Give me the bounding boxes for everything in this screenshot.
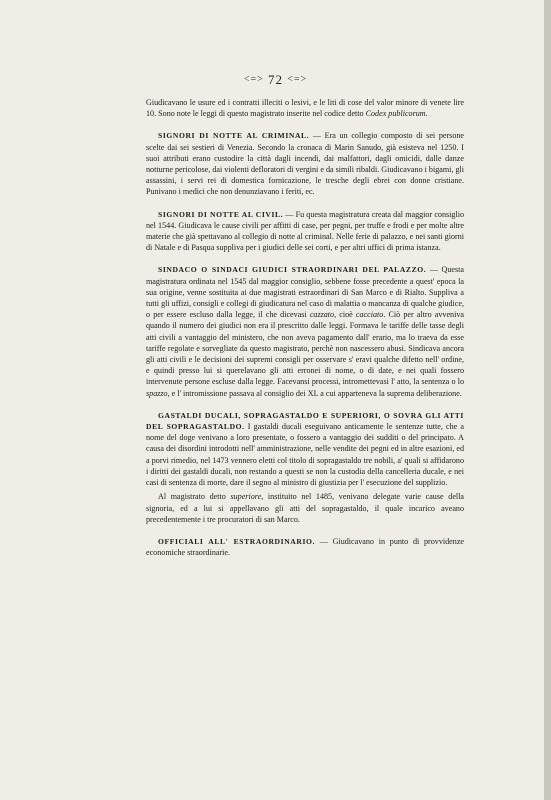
entry-heading: OFFICIALI ALL' ESTRAORDINARIO. bbox=[158, 536, 316, 546]
entry-officiali-estraordinario bbox=[146, 536, 464, 558]
entry-heading: SIGNORI DI NOTTE AL CIVIL. bbox=[158, 209, 284, 219]
page-number: 72 bbox=[268, 72, 283, 87]
ornament-right-icon: <=> bbox=[287, 74, 308, 85]
entry-text: — Questa magistratura ordinata nel 1545 dal maggior consiglio, sebbene fosse precedente a quest' epoca la sua origine, venne sostituita ai due magistrati estraordinari di San Marco e di Rialto. Suppliva a tutti gli uffizi, consigli e collegi di giudicatura nel caso di malattia o mancanza di qualche giudice, o per essere escluso dalla legge, il che dicevasi bbox=[146, 265, 464, 320]
intro-paragraph bbox=[146, 97, 464, 119]
intro-italic: Codex publicorum bbox=[365, 109, 426, 119]
entry-signori-notte-civil bbox=[146, 209, 464, 254]
entry-text: — Fu questa magistratura creata dal maggior consiglio nel 1544. Giudicava le cause civili per affitti di case, per pegni, per truffe e frodi e per molte altre materie che già spettavano al collegio di notte al criminal. Nelle ferie di palazzo, e nei santi giorni di Natale e di Pasqua suppliva per i giudici delle sei corti, e per altri uffici di prima istanza. bbox=[146, 209, 464, 253]
intro-text: Giudicavano le usure ed i contratti illeciti o lesivi, e le liti di cose del valor minore di venete lire 10. Sono note le leggi di questo magistrato inserite nel codice detto bbox=[146, 98, 464, 119]
entry-text: Al magistrato detto bbox=[158, 492, 231, 502]
entry-gastaldi-ducali bbox=[146, 410, 464, 488]
entry-sindaci-giudici bbox=[146, 264, 464, 398]
entry-text: I gastaldi ducali eseguivano anticamente le sentenze tutte, che a nome del doge venivano a loro presentate, o fossero a vantaggio dei sudditi o del principato. A causa dei disordini introdotti nell' amministrazione, nelle vendite dei pegni ed in altre esazioni, ed a porvi rimedio, nel 1473 vennero eletti col titolo di sopragastaldo tre nobili, a' quali si affidarono i diritti dei gastaldi ducali, non restando a questi se non la custodia della cancelleria ducale, e nei casi di sentenza di morte, dare il segno al ministro di giustizia per l' esecuzione del supplizio. bbox=[146, 422, 464, 488]
entry-text: — Giudicavano in punto di provvidenze economiche straordinarie. bbox=[146, 536, 465, 558]
entry-text: — Era un collegio composto di sei persone scelte dai sei sestieri di Venezia. Secondo la cronaca di Marin Sanudo, già esisteva nel 1250. I suoi attributi erano custodire la città dagli incendi, dai malfattori, dagli omicidi, dalle danze notturne pericolose, dai violenti defloratori di vergini e da simili ribaldi. Giudicavano i bigami, gli assassini, i servi rei di domestica fornicazione, le tresche degli ebrei con donne cristiane. Punivano i medici che non denunziavano i feriti, ec. bbox=[146, 131, 465, 197]
entry-italic: cacciato bbox=[355, 310, 384, 320]
page-header bbox=[0, 72, 551, 88]
entry-heading: SINDACO O SINDACI GIUDICI STRAORDINARI DEL PALAZZO. bbox=[158, 265, 427, 275]
entry-signori-notte-criminal bbox=[146, 130, 464, 197]
entry-heading: GASTALDI DUCALI, SOPRAGASTALDO E SUPERIORI, O SOVRA GLI ATTI DEL SOPRAGASTALDO. bbox=[146, 410, 464, 432]
entry-text: , cioè bbox=[334, 310, 356, 320]
ornament-left-icon: <=> bbox=[243, 74, 264, 85]
entry-text: , e l' intromissione passava al consiglio dei XL a cui apparteneva la suprema deliberazione. bbox=[167, 388, 462, 398]
entry-italic: superiore bbox=[230, 492, 262, 502]
entry-gastaldi-paragraph-2 bbox=[146, 491, 464, 525]
intro-end: . bbox=[425, 109, 428, 119]
body-text bbox=[146, 97, 464, 558]
page-edge-shadow bbox=[544, 0, 551, 800]
entry-text: . Ciò per altro avveniva quando il numero dei giudici non era il prescritto dalle leggi. Formava le tariffe delle tasse degli atti civili a vantaggio del ministero, che non aveva pagamento dall' erario, ma lo traeva da esse tariffe regolate e sorvegliate da questo magistrato, perchè non nascessero abusi. Sindicava ancora gli atti civili e le decisioni dei supremi consigli per osservare s' eravi qualche difetto nell' ordine, e quindi presso lui si querelavano gli atti erronei di nome, o di date, e nei quali fossero intervenute persone escluse dalla legge. Facevansi processi, intromettevasi l' atto, la sentenza o lo bbox=[146, 310, 464, 387]
entry-italic: cazzato bbox=[309, 310, 335, 320]
entry-italic: spazzo bbox=[146, 388, 168, 398]
entry-heading: SIGNORI DI NOTTE AL CRIMINAL. bbox=[158, 131, 310, 141]
entry-text: , instituito nel 1485, venivano delegate varie cause della signoria, ed a lui si appellavano gli atti del sopragastaldo, il quale incarico aveano precedentemente i tre procuratori di san Marco. bbox=[146, 492, 464, 524]
